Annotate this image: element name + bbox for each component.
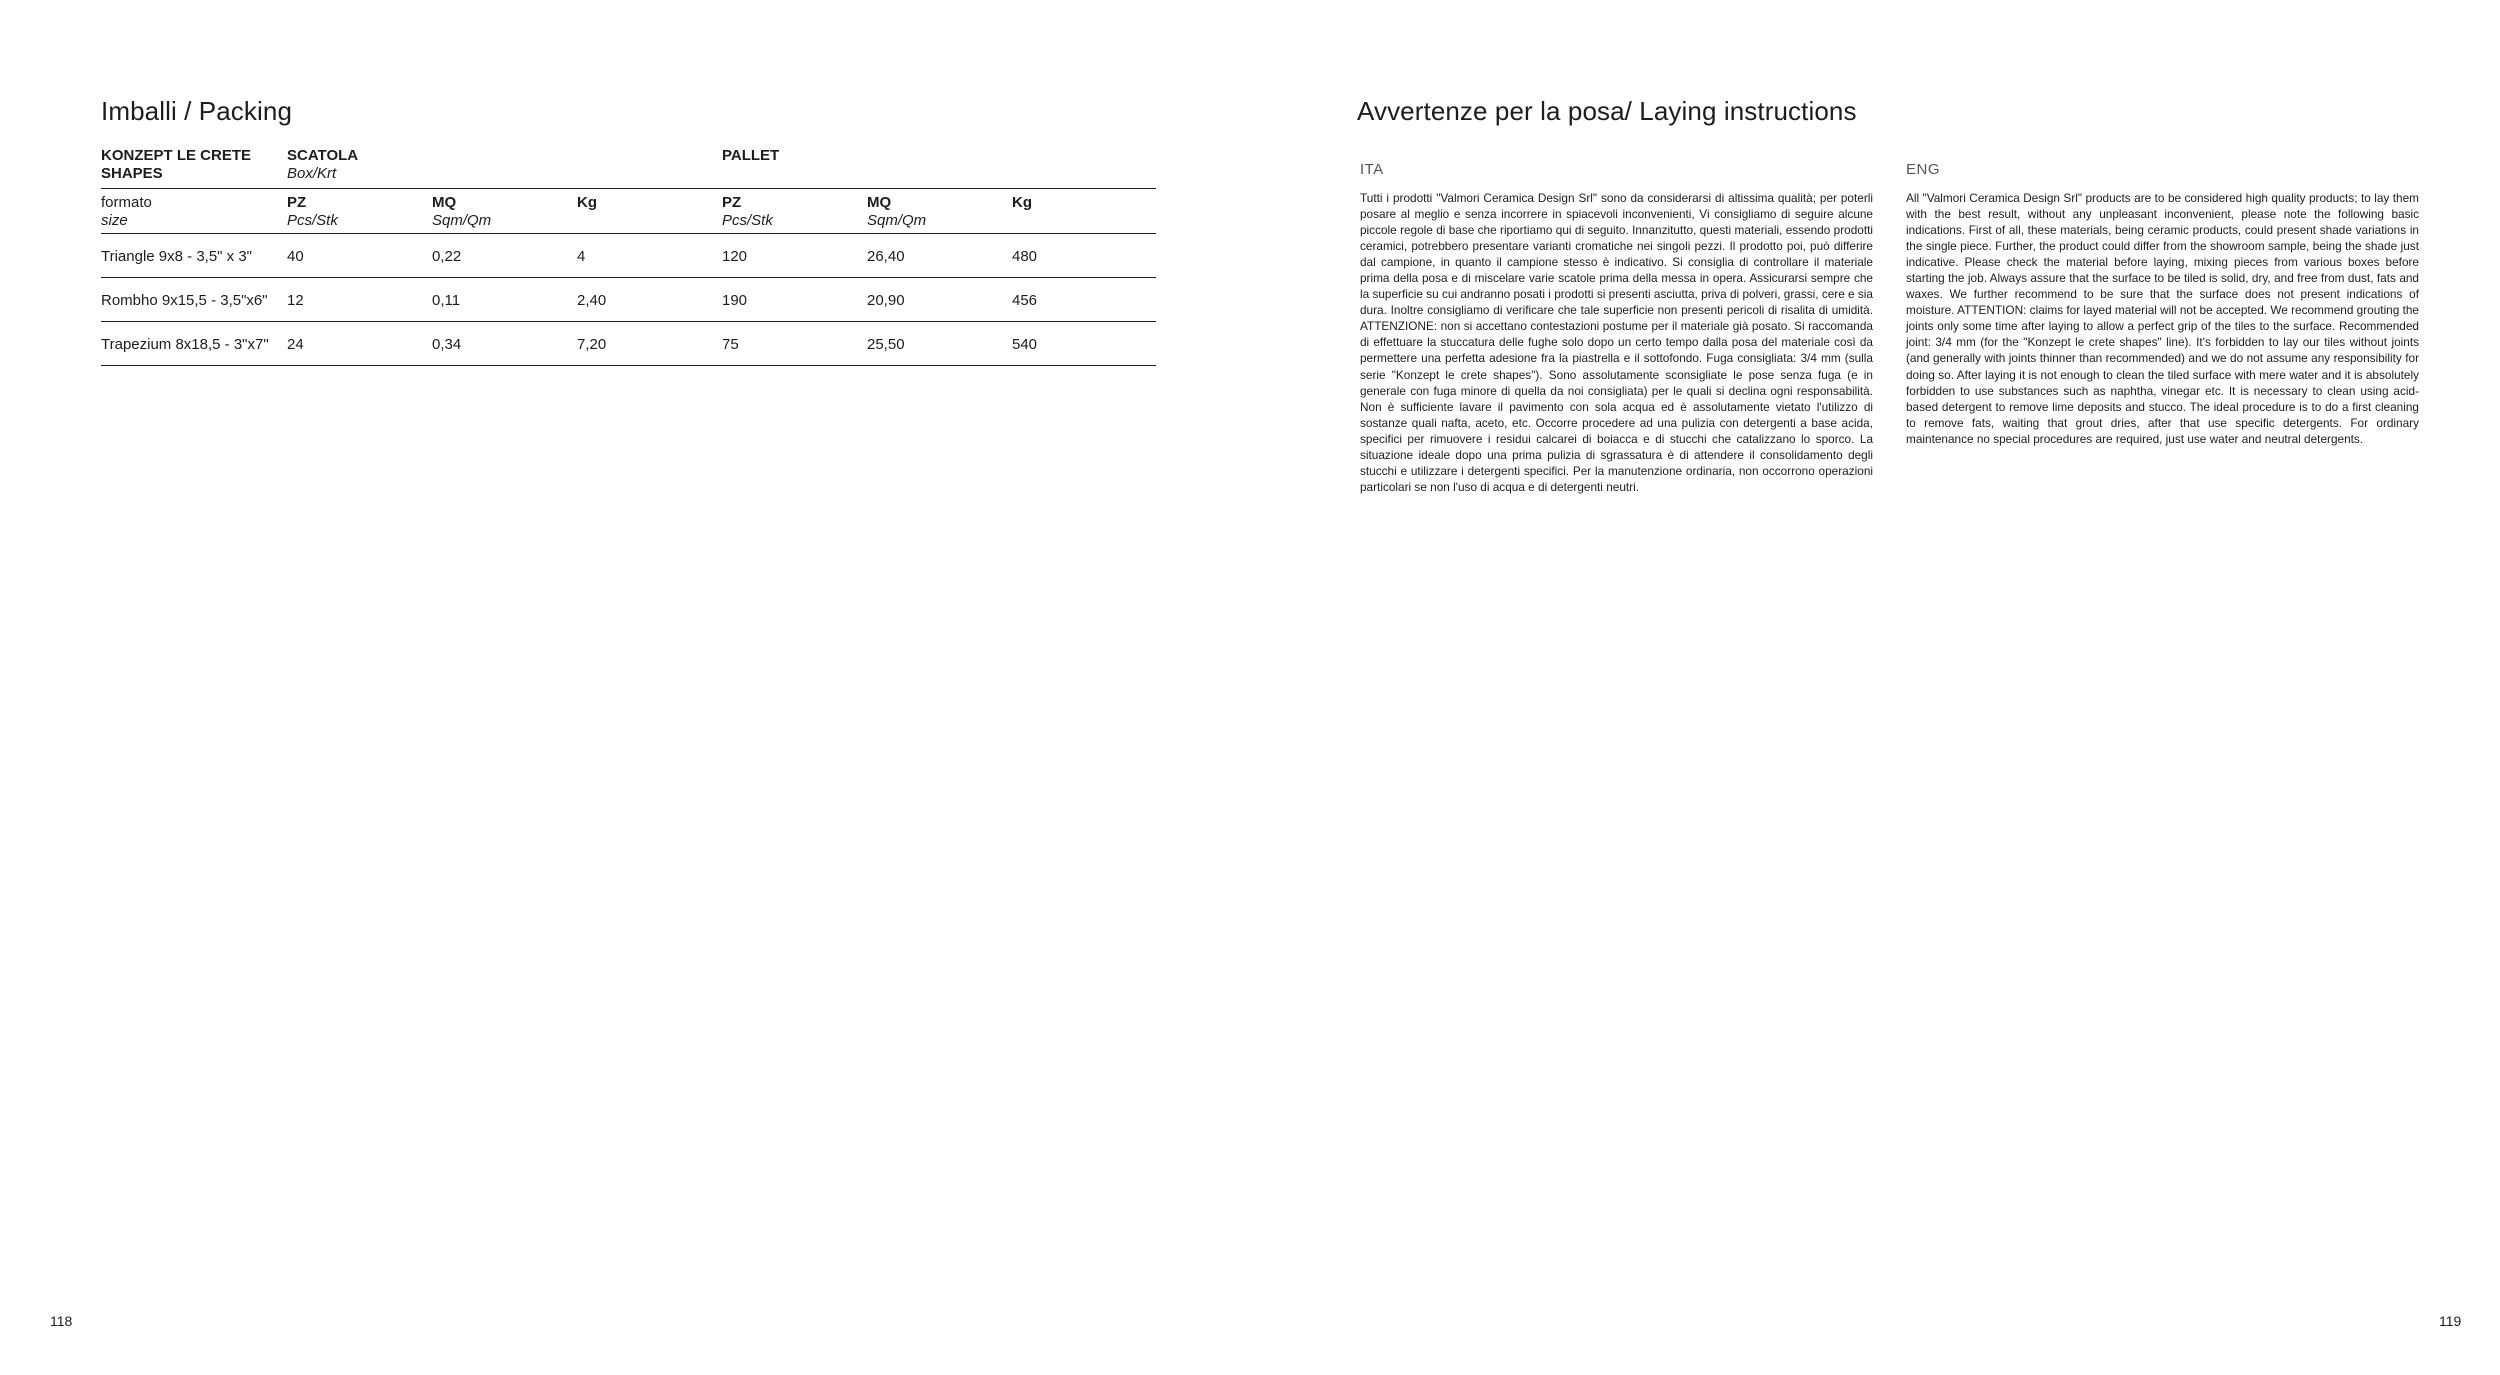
table-cell: 120 (722, 248, 748, 265)
table-cell: 540 (1012, 336, 1038, 353)
packing-table (101, 147, 1156, 366)
table-cell: 12 (287, 292, 304, 309)
table-cell: 25,50 (867, 336, 905, 353)
column-header-size: formato size (101, 194, 152, 229)
column-header-box-kg: Kg (577, 194, 597, 211)
column-header-pallet-sqm: MQ Sqm/Qm (867, 194, 927, 229)
box-header: SCATOLA Box/Krt (287, 147, 359, 182)
page-number-left: 118 (50, 1313, 73, 1329)
pallet-header: PALLET (722, 147, 780, 164)
table-cell: 456 (1012, 292, 1038, 309)
table-cell: Triangle 9x8 - 3,5" x 3" (101, 248, 252, 265)
page-number-right: 119 (2439, 1313, 2462, 1329)
table-cell: 2,40 (577, 292, 607, 309)
table-row (101, 278, 1156, 322)
table-cell: 0,34 (432, 336, 462, 353)
ita-label: ITA (1360, 161, 1384, 178)
column-header-box-pcs: PZ Pcs/Stk (287, 194, 338, 229)
table-cell: 40 (287, 248, 304, 265)
table-cell: 26,40 (867, 248, 905, 265)
table-row (101, 322, 1156, 366)
table-row (101, 234, 1156, 278)
eng-instructions-text: All "Valmori Ceramica Design Srl" products are to be considered high quality products; to lay them with the best result, without any unpleasant inconvenient, please note the following basic indications. First of all, these materials, being ceramic products, could present shade variations in the single piece. Further, the product could differ from the showroom sample, being the shade just indicative. Please check the material before laying, mixing pieces from various boxes before starting the job. Always assure that the surface to be tiled is solid, dry, and free from dust, fats and waxes. We further recommend to be sure that the surface does not present indications of moisture. ATTENTION: claims for layed material will not be accepted. We recommend grouting the joints only some time after laying to allow a perfect grip of the tiles to the surface. Recommended joint: 3/4 mm (for the "Konzept le crete shapes" line). It's forbidden to lay our tiles without joints (and generally with joints thinner than recommended) and we do not assume any responsibility for doing so. After laying it is not enough to clean the tiled surface with mere water and it is absolutely forbidden to use substances such as naphtha, vinegar etc. It is necessary to clean using acid-based detergent to remove lime deposits and stucco. The ideal procedure is to do a first cleaning to remove fats, waiting that grout dries, after that use specific detergents. For ordinary maintenance no special procedures are required, just use water and neutral detergents. (1906, 191, 2419, 446)
table-group-header-row (101, 147, 1156, 189)
packing-title: Imballi / Packing (101, 96, 292, 126)
column-header-pallet-kg: Kg (1012, 194, 1032, 211)
table-cell: 75 (722, 336, 739, 353)
ita-instructions-text: Tutti i prodotti "Valmori Ceramica Design Srl" sono da considerarsi di altissima qualità; per poterli posare al meglio e senza incorrere in spiacevoli inconvenienti, Vi consigliamo di seguire alcune piccole regole di base che riportiamo qui di seguito. Innanzitutto, questi materiali, essendo prodotti ceramici, potrebbero presentare varianti cromatiche nei singoli pezzi. Il prodotto poi, può differire dal campione, in quanto il campione stesso è indicativo. Si consiglia di controllare il materiale prima della posa e di miscelare varie scatole prima della messa in opera. Assicurarsi sempre che la superficie su cui andranno posati i prodotti si presenti asciutta, priva di polveri, grassi, cere e sia dura. Inoltre consigliamo di verificare che tale superficie non presenti pericoli di risalita di umidità. ATTENZIONE: non si accettano contestazioni postume per il materiale già posato. Si raccomanda di effettuare la stuccatura delle fughe solo dopo un certo tempo dalla posa del materiale così da permettere una perfetta adesione fra la piastrella e il sottofondo. Fuga consigliata: 3/4 mm (sulla serie "Konzept le crete shapes"). Sono assolutamente sconsigliate le pose senza fuga (e in generale con fuga minore di quella da noi consigliata) per le quali si declina ogni responsabilità. Non è sufficiente lavare il pavimento con sola acqua ed è assolutamente vietato l'utilizzo di sostanze quali nafta, aceto, etc. Occorre procedere ad una pulizia con detergenti a base acida, specifici per rimuovere i residui calcarei di boiacca e di stucchi che catalizzano lo sporco. La situazione ideale dopo una prima pulizia di sgrassatura è di attendere il consolidamento degli stucchi e utilizzare i detergenti specifici. Per la manutenzione ordinaria, non occorrono operazioni particolari se non l'uso di acqua e di detergenti neutri. (1360, 191, 1873, 494)
table-cell: 24 (287, 336, 304, 353)
table-cell: 190 (722, 292, 748, 309)
eng-label: ENG (1906, 161, 1941, 178)
laying-instructions-title: Avvertenze per la posa/ Laying instructions (1357, 96, 1857, 126)
table-cell: 20,90 (867, 292, 905, 309)
table-cell: Trapezium 8x18,5 - 3"x7" (101, 336, 269, 353)
table-cell: 4 (577, 248, 586, 265)
table-cell: 480 (1012, 248, 1038, 265)
product-header: KONZEPT LE CRETE SHAPES (101, 147, 252, 182)
table-cell: 0,11 (432, 292, 461, 309)
table-cell: Rombho 9x15,5 - 3,5"x6" (101, 292, 268, 309)
table-cell: 0,22 (432, 248, 462, 265)
table-cell: 7,20 (577, 336, 607, 353)
column-header-box-sqm: MQ Sqm/Qm (432, 194, 492, 229)
table-column-header-row (101, 189, 1156, 234)
column-header-pallet-pcs: PZ Pcs/Stk (722, 194, 773, 229)
